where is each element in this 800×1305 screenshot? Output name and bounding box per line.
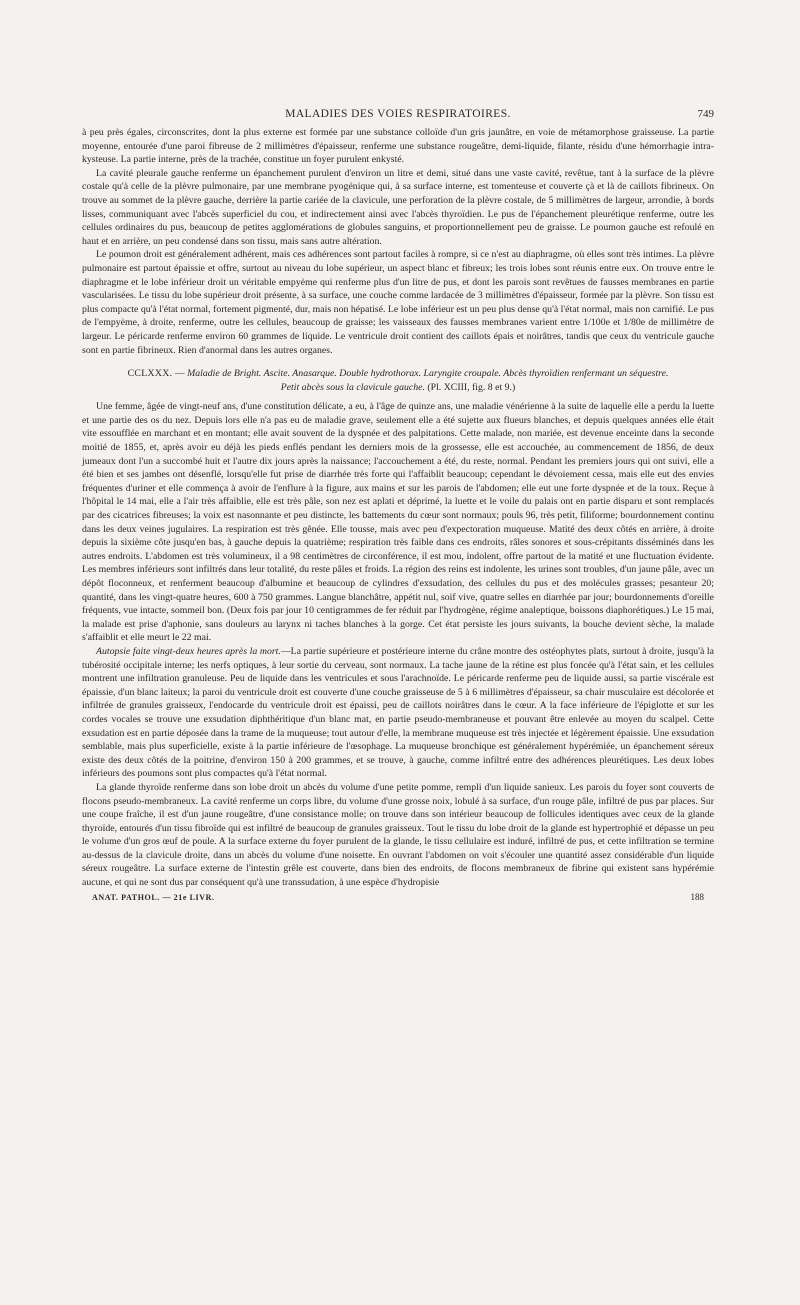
autopsy-text: —La partie supérieure et postérieure interne du crâne montre des ostéophytes plats, surtout à droite, jusqu'à la tubérosité occipitale interne; les nerfs optiques, à leur sortie du cerveau, sont normaux. La tache jaune de la rétine est plus foncée qu'à l'état sain, et les cellules montrent une infiltration granuleuse. Peu de liquide dans les ventricules et sous l'arachnoïde. Le péricarde renferme peu de liquide aussi, sa partie viscérale est épaissie, d'un blanc laiteux; la paroi du ventricule droit est couverte d'une couche graisseuse de 5 à 6 millimètres d'épaisseur, sa chair musculaire est décolorée et infiltrée de granules graisseux, l'endocarde du ventricule droit est épaissi, peu de caillots noirâtres dans le cœur. A la face inférieure de l'épiglotte et sur les cordes vocales se trouve une exsudation diphthéritique d'un blanc mat, en partie pseudo-membraneuse et pouvant être enlevée au moyen du scalpel. Cette exsudation est en partie déposée dans la trame de la muqueuse; tout autour d'elle, la membrane muqueuse est très injectée et légèrement épaissie. Une exsudation semblable, mais plus superficielle, existe à la partie inférieure de l'œsophage. La muqueuse bronchique est généralement hypérémiée, un épanchement séreux existe des deux côtés de la poitrine, d'environ 150 à 200 grammes, et se trouve, à gauche, comme infiltré entre des adhérences pleurétiques. Les deux lobes inférieurs des poumons sont plus compactes qu'à l'état normal. xyxy=(82,645,714,780)
observation-number: CCLXXX. xyxy=(127,368,173,380)
autopsy-paragraph xyxy=(82,645,714,781)
paragraph: La cavité pleurale gauche renferme un épanchement purulent d'environ un litre et demi, situé dans une vaste cavité, revêtue, tant à la surface de la plèvre costale qu'à celle de la plèvre pulmonaire, par une membrane pyogénique qui, à sa surface interne, est tomenteuse et couverte çà et là de caillots fibrineux. On trouve au sommet de la plèvre gauche, derrière la partie cariée de la clavicule, une perforation de la plèvre costale, de 5 millimètres de largeur, arrondie, à bords lisses, communiquant avec l'abcès superficiel du cou, et indirectement ainsi avec l'abcès thyroïdien. Le pus de l'épanchement pleurétique renferme, outre les cellules ordinaires du pus, beaucoup de petites agglomérations de globules sanguins, et proportionnellement peu de graisse. Le poumon gauche est refoulé en haut et en arrière, un peu condensé dans son tissu, mais sans autre altération. xyxy=(82,167,714,247)
page-body xyxy=(82,108,714,904)
page-footer xyxy=(82,891,714,905)
observation-heading: CCLXXX. — Maladie de Bright. Ascite. Anasarque. Double hydrothorax. Laryngite croupale. Abcès thyroïdien renfermant un séquestre. Petit abcès sous la clavicule gauche. (Pl. XCIII, fig. 8 et 9.) xyxy=(127,368,669,393)
paragraph: Le poumon droit est généralement adhérent, mais ces adhérences sont partout faciles à rompre, si ce n'est au diaphragme, où elles sont très intimes. La plèvre pulmonaire est partout épaissie et offre, surtout au niveau du lobe supérieur, un aspect blanc et fibreux; les trois lobes sont réunis entre eux. On trouve entre le diaphragme et le lobe inférieur droit un véritable empyème qui renferme plus d'un litre de pus, et dont les parois sont revêtues de fausses membranes en partie vascularisées. Le tissu du lobe supérieur droit présente, à sa surface, une couche comme lardacée de 3 millimètres d'épaisseur, formée par la plèvre. Son tissu est plus compacte qu'à l'état normal, fortement pigmenté, dur, mais non hépatisé. Le lobe inférieur est un peu plus dense qu'à l'état normal, mais non carnifié. Le pus de l'empyème, à droite, renferme, outre les cellules, beaucoup de graisse; les vaisseaux des fausses membranes varient entre 1/100e et 1/80e de millimètre de largeur. Le péricarde renferme environ 60 grammes de liquide. Le ventricule droit contient des caillots épais et noirâtres, tandis que ceux du ventricule gauche sont en partie fibrineux. Rien d'anormal dans les autres organes. xyxy=(82,249,714,356)
running-head xyxy=(82,108,714,122)
paragraph: La glande thyroïde renferme dans son lobe droit un abcès du volume d'une petite pomme, rempli d'un liquide sanieux. Les parois du foyer sont couverts de flocons pseudo-membraneux. La cavité renferme un corps libre, du volume d'une grosse noix, lobulé à sa surface, d'un rouge pâle, infiltré de pus par places. Sur une coupe fraîche, il est d'un jaune rougeâtre, d'une consistance molle; on trouve dans son intérieur beaucoup de follicules identiques avec ceux de la glande thyroïde, entourés d'un tissu fibroïde qui est infiltré de beaucoup de granules graisseux. Tout le tissu du lobe droit de la glande est hypertrophié et dépasse un peu le volume d'un gros œuf de poule. A la surface externe du foyer purulent de la glande, le tissu cellulaire est induré, infiltré de pus, et cette infiltration se termine au-dessus de la clavicule droite, dans un abcès du volume d'une noisette. En ouvrant l'abdomen on voit s'écouler une quantité assez considérable d'un liquide séreux rougeâtre. La surface externe de l'intestin grêle est couverte, dans bien des endroits, de flocons membraneux de fibrine qui existent sans hypérémie aucune, et qui ne sont dus par conséquent qu'à une transsudation, à une espèce d'hydropisie xyxy=(82,781,714,889)
autopsy-lead: Autopsie faite vingt-deux heures après la mort. xyxy=(96,645,281,657)
footer-signature-left: ANAT. PATHOL. — 21e LIVR. xyxy=(92,892,215,902)
page-number: 749 xyxy=(697,108,714,120)
paragraph: à peu près égales, circonscrites, dont la plus externe est formée par une substance colloïde d'un gris jaunâtre, en voie de métamorphose graisseuse. La partie moyenne, entourée d'une paroi fibreuse de 2 millimètres d'épaisseur, renferme une substance rougeâtre, demi-liquide, filante, résidu d'une hémorrhagie intra-kysteuse. La partie interne, près de la trachée, constitue un foyer purulent enkysté. xyxy=(82,127,714,166)
plate-reference: (Pl. XCIII, fig. 8 et 9.) xyxy=(427,381,516,393)
footer-signature-right: 188 xyxy=(690,891,704,902)
running-title: MALADIES DES VOIES RESPIRATOIRES. xyxy=(285,108,511,120)
observation-title-cont: Petit abcès sous la clavicule gauche. xyxy=(280,381,425,393)
paragraph: Une femme, âgée de vingt-neuf ans, d'une constitution délicate, a eu, à l'âge de quinze ans, une maladie vénérienne à la suite de laquelle elle a perdu la luette et une partie des os du nez. Depuis lors elle n'a pas eu de maladie grave, seulement elle a été sujette aux flueurs blanches, et depuis quelques années elle était vite essoufflée en marchant et en montant; elle avait souvent de la dyspnée et des palpitations. Cette malade, non mariée, est devenue enceinte dans la seconde moitié de 1855, et, après avoir eu déjà les pieds enflés pendant les derniers mois de la grossesse, elle est accouchée, au commencement de 1856, de deux jumeaux dont l'un a succombé huit et l'autre dix jours après la naissance; l'accouchement a été, du reste, normal. Pendant les premiers jours qui ont suivi, elle a été bien et ses jambes ont désenflé, lorsqu'elle fut prise de diarrhée très forte qui l'affaiblit beaucoup; cependant le dévoiement cessa, mais elle eut des envies fréquentes d'uriner et elle commença à avoir de l'enflure à la figure, aux mains et sur les parois de l'abdomen; elle eut une forte dyspnée et de la toux. Reçue à l'hôpital le 14 mai, elle a l'air très affaiblie, elle est très pâle, son nez est aplati et déprimé, la luette et le voile du palais ont en partie disparu et sont remplacés par des cicatrices fibreuses; la voix est nasonnante et peu distincte, les battements du cœur sont normaux; pouls 96, très petit, filiforme; bourdonnement continu dans les deux veines jugulaires. La respiration est très gênée. Elle tousse, mais avec peu d'expectoration muqueuse. Matité des deux côtés en arrière, à droite depuis la sixième côte jusqu'en bas, à gauche depuis la quatrième; respiration très faible dans ces endroits, râles sonores et sous-crépitants disséminés dans les autres endroits. L'abdomen est très volumineux, il a 98 centimètres de circonférence, il est mou, indolent, offre partout de la matité et une fluctuation évidente. Les membres inférieurs sont infiltrés dans leur totalité, du reste pâles et froids. La région des reins est indolente, les urines sont troubles, d'un jaune pâle, avec un dépôt floconneux, et renferment beaucoup d'albumine et beaucoup de cylindres d'exsudation, des cellules du pus et des molécules grasses; pesanteur 20; quantité, dans les vingt-quatre heures, 600 à 750 grammes. Langue blanchâtre, appétit nul, soif vive, quatre selles en diarrhée par jour; bourdonnements d'oreille fréquents, vue intacte, sommeil bon. (Deux fois par jour 10 centigrammes de fer réduit par l'hydrogène, régime analeptique, boissons diaphorétiques.) Le 15 mai, la malade est prise d'aphonie, sans douleurs au larynx ni taches blanches à la gorge. Cet état persiste les jours suivants, la bouche devient sèche, la malade s'affaiblit et elle meurt le 22 mai. xyxy=(82,401,714,644)
observation-title: Maladie de Bright. Ascite. Anasarque. Double hydrothorax. Laryngite croupale. Abcès thyroïdien renfermant un séquestre. xyxy=(187,368,669,380)
